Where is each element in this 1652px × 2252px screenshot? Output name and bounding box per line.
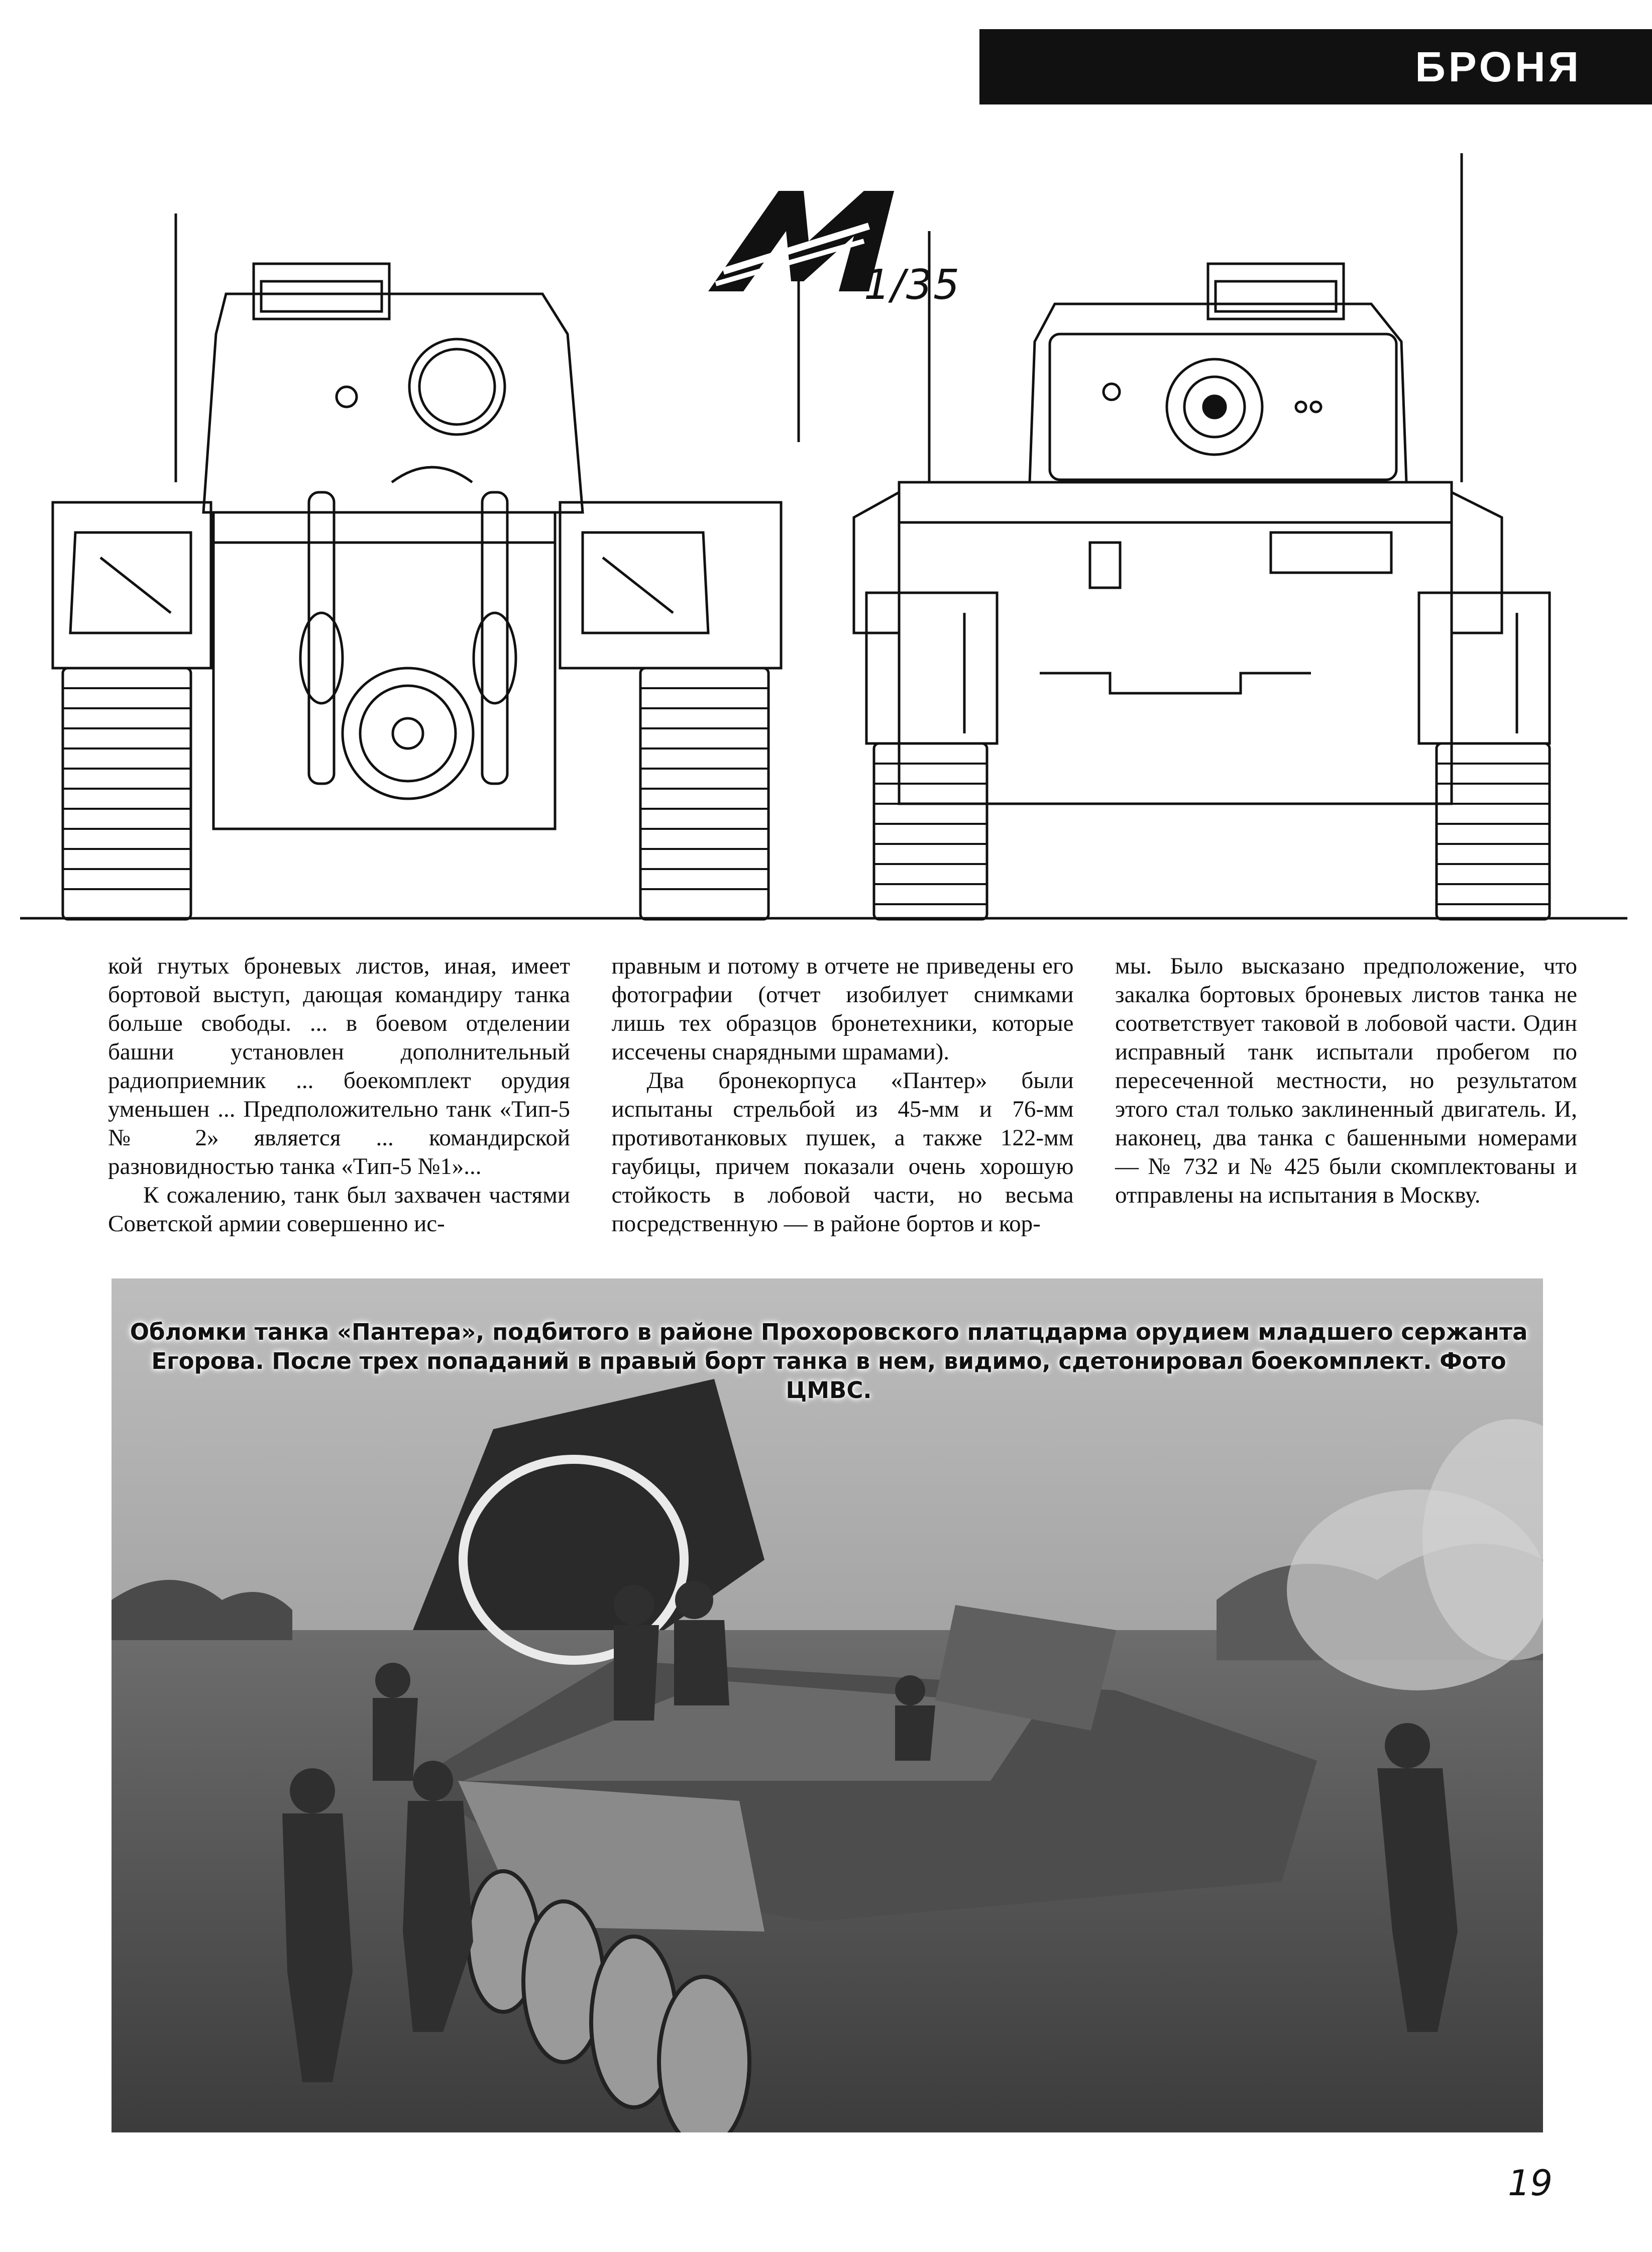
paragraph: К сожалению, танк был захвачен частями Советской армии совершенно ис-: [108, 1182, 570, 1237]
paragraph: мы. Было высказано предположение, что закалка бортовых броневых листов танка не соответствует таковой в лобовой части. Один исправный танк испытали пробегом по пересеченной местности, но результатом этого стал только заклиненный двигатель. И, наконец, два танка с башенными номерами — № 732 и № 425 были скомплектованы и отправлены на испытания в Москву.: [1115, 953, 1577, 1208]
section-header: [979, 29, 1652, 104]
paragraph: правным и потому в отчете не приведены его фотографии (отчет изобилует снимками лишь тех образцов бронетехники, которые иссечены снарядными шрамами).: [611, 953, 1074, 1065]
paragraph: кой гнутых броневых листов, иная, имеет бортовой выступ, дающая командиру танка больше свободы. ... в боевом отделении башни установлен дополнительный радиоприемник ... боекомплект орудия уменьшен ... Предположительно танк «Тип-5 № 2» является ... командирской разновидностью танка «Тип-5 №1»...: [108, 953, 570, 1179]
article-columns: [108, 952, 1577, 1243]
rear-view-drawing: [53, 191, 799, 919]
page-number: 19: [1508, 2163, 1553, 2204]
tank-wreck-photo: [112, 1278, 1543, 2132]
scale-label: 1/35: [864, 261, 961, 309]
article-column-1: [108, 952, 570, 1243]
article-column-2: [612, 952, 1074, 1243]
article-column-3: [1115, 952, 1577, 1243]
photo-caption: Обломки танка «Пантера», подбитого в районе Прохоровского платцдарма орудием младшего сержанта Егорова. После трех попаданий в правый борт танка в нем, видимо, сдетонировал боекомплект. Фото ЦМВС.: [130, 1319, 1528, 1404]
photo-illustration: [112, 1278, 1543, 2132]
paragraph: Два бронекорпуса «Пантер» были испытаны стрельбой из 45-мм и 76-мм противотанковых пушек, а также 122-мм гаубицы, причем показали очень хорошую стойкость в лобовой части, но весьма посредственную — в районе бортов и кор-: [611, 1067, 1074, 1237]
section-title: БРОНЯ: [1415, 43, 1582, 90]
